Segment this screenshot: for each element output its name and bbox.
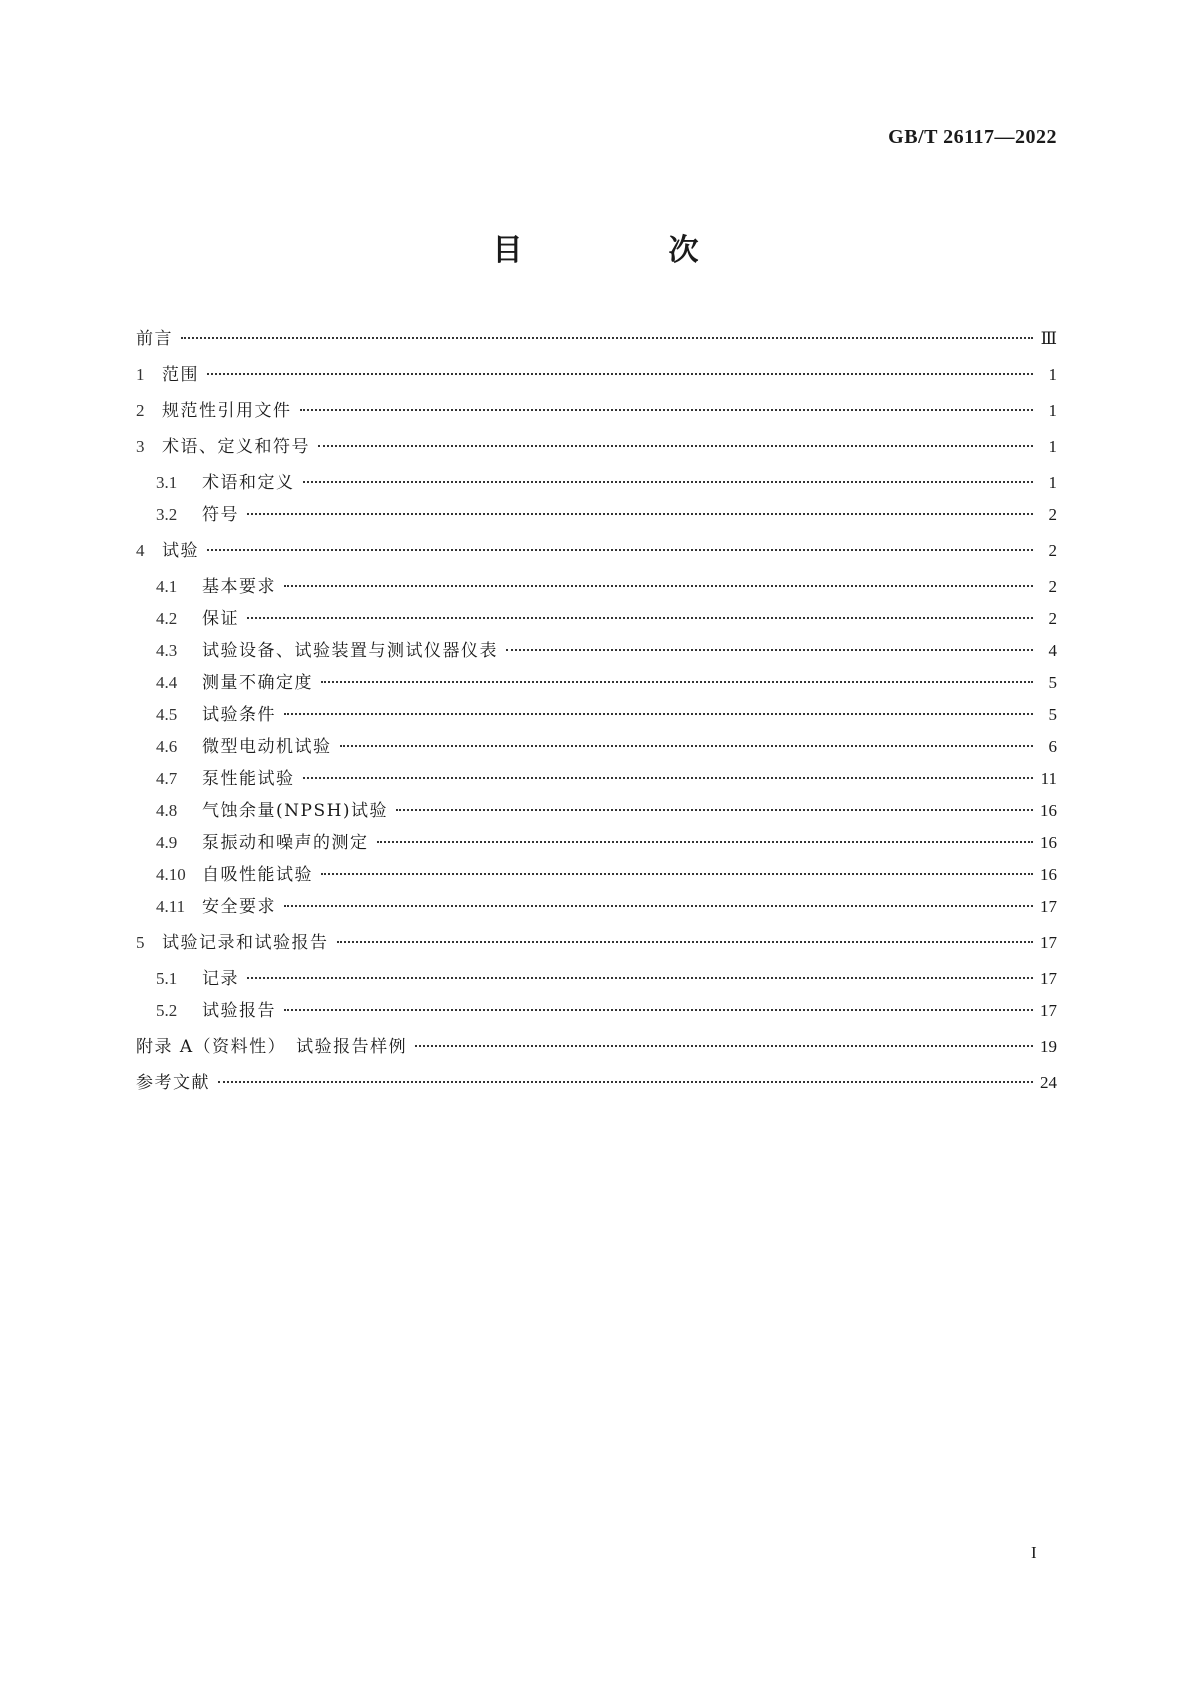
toc-entry-page: 2 bbox=[1048, 609, 1057, 628]
toc-entry[interactable] bbox=[136, 896, 1057, 918]
toc-entry-label: 基本要求 bbox=[202, 577, 276, 597]
toc-entry-number: 4.9 bbox=[156, 833, 178, 852]
toc-entry-number: 4 bbox=[136, 541, 145, 560]
toc-entry[interactable] bbox=[136, 576, 1057, 598]
toc-entry-number: 4.5 bbox=[156, 705, 178, 724]
dot-leader bbox=[247, 617, 1033, 619]
page-number: I bbox=[1031, 1543, 1037, 1562]
toc-entry-page: 1 bbox=[1048, 437, 1057, 456]
dot-leader bbox=[218, 1081, 1033, 1083]
toc-entry-label: 规范性引用文件 bbox=[162, 401, 292, 421]
toc-entry-label: 试验报告 bbox=[202, 1001, 276, 1021]
toc-entry-number: 4.1 bbox=[156, 577, 178, 596]
toc-entry-label: 术语和定义 bbox=[202, 473, 295, 493]
toc-entry-page: 4 bbox=[1048, 641, 1057, 660]
toc-entry-number: 4.3 bbox=[156, 641, 178, 660]
toc-entry-page: 17 bbox=[1040, 897, 1057, 916]
toc-entry-number: 4.2 bbox=[156, 609, 178, 628]
dot-leader bbox=[181, 337, 1033, 339]
dot-leader bbox=[318, 445, 1033, 447]
dot-leader bbox=[300, 409, 1034, 411]
dot-leader bbox=[506, 649, 1033, 651]
toc-entry-number: 4.4 bbox=[156, 673, 178, 692]
toc-entry[interactable] bbox=[136, 864, 1057, 886]
dot-leader bbox=[340, 745, 1034, 747]
toc-entry[interactable] bbox=[136, 832, 1057, 854]
toc-entry-page: 2 bbox=[1048, 505, 1057, 524]
toc-entry-page: 1 bbox=[1048, 473, 1057, 492]
dot-leader bbox=[247, 977, 1033, 979]
toc-entry-page: 19 bbox=[1040, 1037, 1057, 1056]
toc-entry-label: 术语、定义和符号 bbox=[162, 437, 310, 457]
toc-entry-number: 1 bbox=[136, 365, 145, 384]
toc-entry[interactable] bbox=[136, 504, 1057, 526]
toc-entry[interactable] bbox=[136, 328, 1057, 350]
toc-entry-number: 4.8 bbox=[156, 801, 178, 820]
toc-entry-page: 5 bbox=[1048, 673, 1057, 692]
toc-entry[interactable] bbox=[136, 1072, 1057, 1094]
dot-leader bbox=[247, 513, 1033, 515]
dot-leader bbox=[207, 549, 1033, 551]
toc-entry-label: 符号 bbox=[202, 505, 239, 525]
dot-leader bbox=[303, 481, 1034, 483]
toc-entry[interactable] bbox=[136, 1036, 1057, 1058]
toc-entry[interactable] bbox=[136, 608, 1057, 630]
toc-entry-number: 3 bbox=[136, 437, 145, 456]
toc-entry-label: 试验 bbox=[162, 541, 199, 561]
toc-entry[interactable] bbox=[136, 736, 1057, 758]
toc-entry-label: 测量不确定度 bbox=[202, 673, 313, 693]
toc-entry-page: 2 bbox=[1048, 541, 1057, 560]
dot-leader bbox=[284, 1009, 1033, 1011]
toc-entry-label: 安全要求 bbox=[202, 897, 276, 917]
toc-entry-label: 试验设备、试验装置与测试仪器仪表 bbox=[202, 641, 498, 661]
toc-entry-number: 4.10 bbox=[156, 865, 186, 884]
toc-entry-label: 自吸性能试验 bbox=[202, 865, 313, 885]
toc-entry[interactable] bbox=[136, 364, 1057, 386]
dot-leader bbox=[321, 873, 1033, 875]
toc-entry-page: 1 bbox=[1048, 401, 1057, 420]
toc-entry-number: 3.2 bbox=[156, 505, 178, 524]
table-of-contents bbox=[136, 328, 1057, 1108]
toc-entry-page: 16 bbox=[1040, 833, 1057, 852]
page-title: 目 次 bbox=[492, 233, 757, 268]
toc-entry-label: 气蚀余量(NPSH)试验 bbox=[202, 801, 389, 821]
toc-entry-number: 4.6 bbox=[156, 737, 178, 756]
toc-entry-number: 5.2 bbox=[156, 1001, 178, 1020]
dot-leader bbox=[415, 1045, 1033, 1047]
toc-entry-page: 17 bbox=[1040, 969, 1057, 988]
toc-entry[interactable] bbox=[136, 472, 1057, 494]
toc-entry[interactable] bbox=[136, 1000, 1057, 1022]
toc-entry[interactable] bbox=[136, 932, 1057, 954]
dot-leader bbox=[284, 905, 1033, 907]
toc-entry-page: Ⅲ bbox=[1040, 329, 1057, 348]
toc-entry-page: 16 bbox=[1040, 801, 1057, 820]
toc-entry-label: 泵性能试验 bbox=[202, 769, 295, 789]
toc-entry-page: 17 bbox=[1040, 933, 1057, 952]
toc-entry-number: 5.1 bbox=[156, 969, 178, 988]
toc-entry-number: 5 bbox=[136, 933, 145, 952]
toc-entry-number: 4.11 bbox=[156, 897, 186, 916]
toc-entry-label: 保证 bbox=[202, 609, 239, 629]
toc-entry[interactable] bbox=[136, 436, 1057, 458]
toc-entry[interactable] bbox=[136, 768, 1057, 790]
toc-entry-label: 微型电动机试验 bbox=[202, 737, 332, 757]
toc-entry-page: 5 bbox=[1048, 705, 1057, 724]
toc-entry-number: 3.1 bbox=[156, 473, 178, 492]
toc-entry-number: 2 bbox=[136, 401, 145, 420]
toc-entry-label: 参考文献 bbox=[136, 1073, 210, 1093]
toc-entry-label: 泵振动和噪声的测定 bbox=[202, 833, 369, 853]
dot-leader bbox=[284, 713, 1033, 715]
dot-leader bbox=[377, 841, 1034, 843]
toc-entry-label: 附录 A（资料性） 试验报告样例 bbox=[136, 1037, 408, 1057]
toc-entry-page: 6 bbox=[1048, 737, 1057, 756]
dot-leader bbox=[303, 777, 1034, 779]
toc-entry-label: 记录 bbox=[202, 969, 239, 989]
toc-entry-page: 16 bbox=[1040, 865, 1057, 884]
standard-code: GB/T 26117—2022 bbox=[888, 126, 1057, 148]
toc-entry-label: 试验条件 bbox=[202, 705, 276, 725]
dot-leader bbox=[396, 809, 1033, 811]
toc-entry-page: 17 bbox=[1040, 1001, 1057, 1020]
toc-entry[interactable] bbox=[136, 672, 1057, 694]
toc-entry-page: 24 bbox=[1040, 1073, 1057, 1092]
dot-leader bbox=[337, 941, 1034, 943]
toc-entry-page: 2 bbox=[1048, 577, 1057, 596]
dot-leader bbox=[321, 681, 1033, 683]
toc-entry[interactable] bbox=[136, 800, 1057, 822]
toc-entry-page: 11 bbox=[1040, 769, 1057, 788]
toc-entry[interactable] bbox=[136, 968, 1057, 990]
toc-entry-label: 范围 bbox=[162, 365, 199, 385]
dot-leader bbox=[284, 585, 1033, 587]
dot-leader bbox=[207, 373, 1033, 375]
toc-entry-number: 4.7 bbox=[156, 769, 178, 788]
toc-entry-label: 前言 bbox=[136, 329, 173, 349]
toc-entry[interactable] bbox=[136, 704, 1057, 726]
toc-entry[interactable] bbox=[136, 640, 1057, 662]
toc-entry-label: 试验记录和试验报告 bbox=[162, 933, 329, 953]
toc-entry-page: 1 bbox=[1048, 365, 1057, 384]
toc-entry[interactable] bbox=[136, 400, 1057, 422]
toc-entry[interactable] bbox=[136, 540, 1057, 562]
